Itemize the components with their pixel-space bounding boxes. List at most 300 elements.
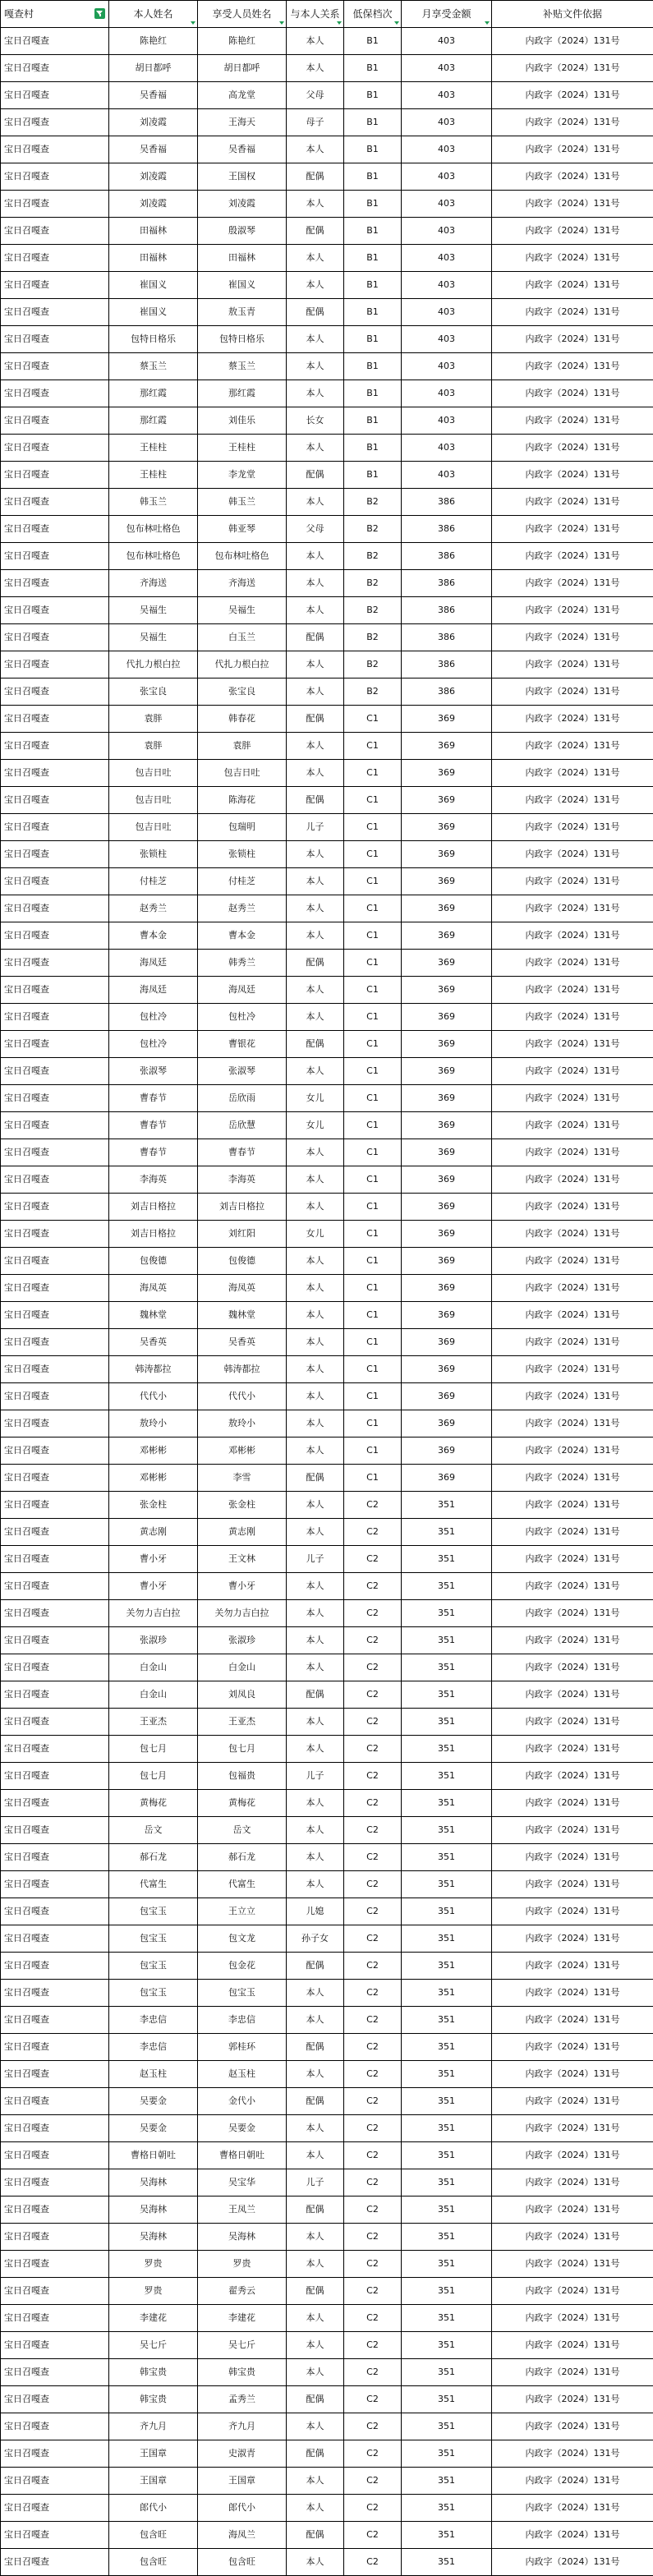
cell-basis[interactable]: 内政字（2024）131号	[492, 2549, 653, 2576]
cell-basis[interactable]: 内政字（2024）131号	[492, 2413, 653, 2440]
cell-level[interactable]: C1	[344, 760, 402, 787]
cell-level[interactable]: C2	[344, 1627, 402, 1654]
cell-village[interactable]: 宝日召嘎查	[1, 2495, 109, 2522]
cell-level[interactable]: C1	[344, 1465, 402, 1492]
cell-recipient[interactable]: 邓彬彬	[198, 1438, 287, 1465]
cell-village[interactable]: 宝日召嘎查	[1, 2007, 109, 2034]
cell-relation[interactable]: 本人	[287, 868, 344, 895]
cell-recipient[interactable]: 曹银花	[198, 1031, 287, 1058]
cell-level[interactable]: C1	[344, 868, 402, 895]
cell-amount[interactable]: 351	[402, 1736, 492, 1763]
cell-recipient[interactable]: 包福贵	[198, 1763, 287, 1790]
cell-name[interactable]: 代富生	[109, 1871, 198, 1898]
cell-amount[interactable]: 351	[402, 2034, 492, 2061]
cell-basis[interactable]: 内政字（2024）131号	[492, 1004, 653, 1031]
cell-basis[interactable]: 内政字（2024）131号	[492, 299, 653, 326]
cell-basis[interactable]: 内政字（2024）131号	[492, 2196, 653, 2224]
cell-level[interactable]: C2	[344, 2142, 402, 2169]
cell-recipient[interactable]: 李建花	[198, 2305, 287, 2332]
cell-amount[interactable]: 369	[402, 1438, 492, 1465]
cell-relation[interactable]: 本人	[287, 28, 344, 55]
cell-basis[interactable]: 内政字（2024）131号	[492, 868, 653, 895]
cell-name[interactable]: 吴福生	[109, 624, 198, 651]
cell-recipient[interactable]: 王桂柱	[198, 435, 287, 462]
cell-amount[interactable]: 369	[402, 1356, 492, 1383]
cell-amount[interactable]: 351	[402, 2386, 492, 2413]
cell-village[interactable]: 宝日召嘎查	[1, 1085, 109, 1112]
cell-basis[interactable]: 内政字（2024）131号	[492, 1492, 653, 1519]
cell-basis[interactable]: 内政字（2024）131号	[492, 1980, 653, 2007]
cell-relation[interactable]: 本人	[287, 1817, 344, 1844]
cell-level[interactable]: B2	[344, 651, 402, 678]
cell-relation[interactable]: 本人	[287, 977, 344, 1004]
cell-amount[interactable]: 386	[402, 516, 492, 543]
cell-amount[interactable]: 403	[402, 245, 492, 272]
cell-relation[interactable]: 本人	[287, 136, 344, 163]
cell-relation[interactable]: 本人	[287, 1302, 344, 1329]
cell-village[interactable]: 宝日召嘎查	[1, 1194, 109, 1221]
cell-village[interactable]: 宝日召嘎查	[1, 2522, 109, 2549]
cell-relation[interactable]: 本人	[287, 1058, 344, 1085]
cell-name[interactable]: 包吉日吐	[109, 787, 198, 814]
cell-level[interactable]: C2	[344, 1817, 402, 1844]
cell-amount[interactable]: 351	[402, 2251, 492, 2278]
cell-basis[interactable]: 内政字（2024）131号	[492, 1925, 653, 1953]
cell-relation[interactable]: 本人	[287, 245, 344, 272]
cell-level[interactable]: C1	[344, 841, 402, 868]
cell-village[interactable]: 宝日召嘎查	[1, 1573, 109, 1600]
cell-level[interactable]: B2	[344, 597, 402, 624]
cell-recipient[interactable]: 包七月	[198, 1736, 287, 1763]
cell-amount[interactable]: 369	[402, 1139, 492, 1166]
cell-amount[interactable]: 403	[402, 109, 492, 136]
cell-relation[interactable]: 本人	[287, 2359, 344, 2386]
cell-relation[interactable]: 本人	[287, 2224, 344, 2251]
cell-village[interactable]: 宝日召嘎查	[1, 2305, 109, 2332]
cell-village[interactable]: 宝日召嘎查	[1, 1302, 109, 1329]
cell-amount[interactable]: 386	[402, 489, 492, 516]
filter-active-icon[interactable]	[94, 8, 105, 19]
cell-amount[interactable]: 369	[402, 706, 492, 733]
cell-amount[interactable]: 351	[402, 1925, 492, 1953]
cell-amount[interactable]: 403	[402, 163, 492, 191]
cell-village[interactable]: 宝日召嘎查	[1, 1410, 109, 1438]
cell-recipient[interactable]: 吴七斤	[198, 2332, 287, 2359]
cell-relation[interactable]: 儿媳	[287, 1898, 344, 1925]
cell-village[interactable]: 宝日召嘎查	[1, 922, 109, 950]
cell-level[interactable]: C2	[344, 2169, 402, 2196]
cell-recipient[interactable]: 张淑琴	[198, 1058, 287, 1085]
cell-amount[interactable]: 351	[402, 1546, 492, 1573]
cell-relation[interactable]: 儿子	[287, 1763, 344, 1790]
cell-recipient[interactable]: 赵玉柱	[198, 2061, 287, 2088]
cell-recipient[interactable]: 岳欣慧	[198, 1112, 287, 1139]
cell-relation[interactable]: 本人	[287, 651, 344, 678]
cell-basis[interactable]: 内政字（2024）131号	[492, 2359, 653, 2386]
cell-level[interactable]: C2	[344, 1790, 402, 1817]
cell-village[interactable]: 宝日召嘎查	[1, 353, 109, 380]
cell-amount[interactable]: 351	[402, 2305, 492, 2332]
cell-village[interactable]: 宝日召嘎查	[1, 2088, 109, 2115]
cell-recipient[interactable]: 黄志刚	[198, 1519, 287, 1546]
cell-amount[interactable]: 403	[402, 353, 492, 380]
cell-level[interactable]: C2	[344, 2224, 402, 2251]
cell-amount[interactable]: 369	[402, 841, 492, 868]
cell-recipient[interactable]: 赵秀兰	[198, 895, 287, 922]
cell-name[interactable]: 赵玉柱	[109, 2061, 198, 2088]
cell-basis[interactable]: 内政字（2024）131号	[492, 1438, 653, 1465]
cell-village[interactable]: 宝日召嘎查	[1, 191, 109, 218]
cell-recipient[interactable]: 齐九月	[198, 2413, 287, 2440]
cell-name[interactable]: 刘凌霞	[109, 109, 198, 136]
cell-relation[interactable]: 本人	[287, 1194, 344, 1221]
cell-level[interactable]: C1	[344, 1248, 402, 1275]
cell-village[interactable]: 宝日召嘎查	[1, 2332, 109, 2359]
cell-level[interactable]: B1	[344, 353, 402, 380]
cell-amount[interactable]: 351	[402, 2142, 492, 2169]
cell-relation[interactable]: 本人	[287, 2142, 344, 2169]
cell-amount[interactable]: 369	[402, 1248, 492, 1275]
cell-recipient[interactable]: 包吉日吐	[198, 760, 287, 787]
header-amount[interactable]	[402, 1, 492, 28]
cell-name[interactable]: 张金柱	[109, 1492, 198, 1519]
filter-dropdown-icon[interactable]	[279, 21, 284, 25]
cell-recipient[interactable]: 刘凌霞	[198, 191, 287, 218]
cell-amount[interactable]: 351	[402, 1492, 492, 1519]
cell-amount[interactable]: 369	[402, 950, 492, 977]
cell-basis[interactable]: 内政字（2024）131号	[492, 2278, 653, 2305]
cell-relation[interactable]: 本人	[287, 1519, 344, 1546]
cell-level[interactable]: B2	[344, 489, 402, 516]
cell-name[interactable]: 吴要金	[109, 2088, 198, 2115]
cell-amount[interactable]: 369	[402, 1410, 492, 1438]
cell-recipient[interactable]: 王国章	[198, 2468, 287, 2495]
cell-name[interactable]: 吴福生	[109, 597, 198, 624]
cell-recipient[interactable]: 白玉兰	[198, 624, 287, 651]
cell-village[interactable]: 宝日召嘎查	[1, 1275, 109, 1302]
cell-basis[interactable]: 内政字（2024）131号	[492, 1058, 653, 1085]
cell-name[interactable]: 包宝玉	[109, 1953, 198, 1980]
cell-level[interactable]: C2	[344, 1980, 402, 2007]
cell-village[interactable]: 宝日召嘎查	[1, 570, 109, 597]
cell-basis[interactable]: 内政字（2024）131号	[492, 787, 653, 814]
cell-relation[interactable]: 本人	[287, 2007, 344, 2034]
cell-recipient[interactable]: 袁胖	[198, 733, 287, 760]
cell-basis[interactable]: 内政字（2024）131号	[492, 245, 653, 272]
cell-village[interactable]: 宝日召嘎查	[1, 977, 109, 1004]
cell-level[interactable]: C2	[344, 2522, 402, 2549]
cell-relation[interactable]: 本人	[287, 489, 344, 516]
cell-village[interactable]: 宝日召嘎查	[1, 1654, 109, 1681]
cell-recipient[interactable]: 李海英	[198, 1166, 287, 1194]
cell-amount[interactable]: 351	[402, 1573, 492, 1600]
cell-relation[interactable]: 本人	[287, 1790, 344, 1817]
cell-amount[interactable]: 351	[402, 2413, 492, 2440]
cell-basis[interactable]: 内政字（2024）131号	[492, 1654, 653, 1681]
cell-relation[interactable]: 长女	[287, 407, 344, 435]
cell-village[interactable]: 宝日召嘎查	[1, 2386, 109, 2413]
cell-amount[interactable]: 369	[402, 1112, 492, 1139]
cell-name[interactable]: 邓彬彬	[109, 1465, 198, 1492]
cell-relation[interactable]: 女儿	[287, 1085, 344, 1112]
cell-recipient[interactable]: 曹本金	[198, 922, 287, 950]
cell-amount[interactable]: 386	[402, 651, 492, 678]
cell-name[interactable]: 敖玲小	[109, 1410, 198, 1438]
cell-relation[interactable]: 本人	[287, 597, 344, 624]
cell-relation[interactable]: 本人	[287, 435, 344, 462]
cell-recipient[interactable]: 包文龙	[198, 1925, 287, 1953]
cell-relation[interactable]: 本人	[287, 570, 344, 597]
cell-relation[interactable]: 本人	[287, 1709, 344, 1736]
cell-relation[interactable]: 配偶	[287, 1953, 344, 1980]
cell-level[interactable]: C1	[344, 1004, 402, 1031]
cell-relation[interactable]: 本人	[287, 760, 344, 787]
cell-village[interactable]: 宝日召嘎查	[1, 1248, 109, 1275]
cell-level[interactable]: B2	[344, 516, 402, 543]
cell-recipient[interactable]: 包含旺	[198, 2549, 287, 2576]
cell-level[interactable]: C2	[344, 1763, 402, 1790]
cell-name[interactable]: 刘凌霞	[109, 191, 198, 218]
cell-amount[interactable]: 403	[402, 326, 492, 353]
cell-basis[interactable]: 内政字（2024）131号	[492, 1817, 653, 1844]
cell-name[interactable]: 韩宝贵	[109, 2386, 198, 2413]
cell-level[interactable]: C1	[344, 1383, 402, 1410]
cell-recipient[interactable]: 刘红阳	[198, 1221, 287, 1248]
cell-level[interactable]: B1	[344, 109, 402, 136]
cell-recipient[interactable]: 白金山	[198, 1654, 287, 1681]
cell-name[interactable]: 代代小	[109, 1383, 198, 1410]
cell-basis[interactable]: 内政字（2024）131号	[492, 2142, 653, 2169]
cell-relation[interactable]: 本人	[287, 1356, 344, 1383]
header-village[interactable]	[1, 1, 109, 28]
cell-amount[interactable]: 369	[402, 1004, 492, 1031]
cell-name[interactable]: 吴香英	[109, 1329, 198, 1356]
cell-village[interactable]: 宝日召嘎查	[1, 1925, 109, 1953]
cell-village[interactable]: 宝日召嘎查	[1, 2278, 109, 2305]
cell-village[interactable]: 宝日召嘎查	[1, 841, 109, 868]
cell-basis[interactable]: 内政字（2024）131号	[492, 136, 653, 163]
cell-basis[interactable]: 内政字（2024）131号	[492, 1085, 653, 1112]
filter-dropdown-icon[interactable]	[191, 21, 195, 25]
cell-name[interactable]: 蔡玉兰	[109, 353, 198, 380]
cell-village[interactable]: 宝日召嘎查	[1, 895, 109, 922]
cell-relation[interactable]: 本人	[287, 1627, 344, 1654]
cell-recipient[interactable]: 曹小牙	[198, 1573, 287, 1600]
cell-village[interactable]: 宝日召嘎查	[1, 543, 109, 570]
cell-name[interactable]: 包布林吐格色	[109, 516, 198, 543]
cell-level[interactable]: B1	[344, 435, 402, 462]
cell-level[interactable]: C2	[344, 1736, 402, 1763]
cell-relation[interactable]: 本人	[287, 1275, 344, 1302]
cell-recipient[interactable]: 殷淑琴	[198, 218, 287, 245]
cell-amount[interactable]: 351	[402, 2115, 492, 2142]
cell-recipient[interactable]: 高龙堂	[198, 82, 287, 109]
cell-level[interactable]: C2	[344, 2251, 402, 2278]
cell-recipient[interactable]: 翟秀云	[198, 2278, 287, 2305]
cell-recipient[interactable]: 吴要金	[198, 2115, 287, 2142]
cell-level[interactable]: C2	[344, 1519, 402, 1546]
cell-relation[interactable]: 本人	[287, 1383, 344, 1410]
cell-level[interactable]: C1	[344, 1329, 402, 1356]
cell-basis[interactable]: 内政字（2024）131号	[492, 814, 653, 841]
cell-level[interactable]: C2	[344, 2332, 402, 2359]
cell-amount[interactable]: 351	[402, 1953, 492, 1980]
cell-recipient[interactable]: 包瑞明	[198, 814, 287, 841]
cell-amount[interactable]: 369	[402, 1221, 492, 1248]
cell-village[interactable]: 宝日召嘎查	[1, 2169, 109, 2196]
cell-relation[interactable]: 本人	[287, 2305, 344, 2332]
cell-level[interactable]: C2	[344, 1681, 402, 1709]
cell-village[interactable]: 宝日召嘎查	[1, 1763, 109, 1790]
cell-village[interactable]: 宝日召嘎查	[1, 597, 109, 624]
cell-amount[interactable]: 351	[402, 1681, 492, 1709]
cell-basis[interactable]: 内政字（2024）131号	[492, 1600, 653, 1627]
cell-relation[interactable]: 父母	[287, 82, 344, 109]
cell-basis[interactable]: 内政字（2024）131号	[492, 326, 653, 353]
cell-level[interactable]: C1	[344, 1275, 402, 1302]
cell-village[interactable]: 宝日召嘎查	[1, 651, 109, 678]
cell-name[interactable]: 包杜冷	[109, 1031, 198, 1058]
cell-basis[interactable]: 内政字（2024）131号	[492, 1953, 653, 1980]
cell-relation[interactable]: 配偶	[287, 218, 344, 245]
cell-amount[interactable]: 351	[402, 1654, 492, 1681]
cell-amount[interactable]: 403	[402, 191, 492, 218]
cell-basis[interactable]: 内政字（2024）131号	[492, 489, 653, 516]
cell-name[interactable]: 张淑琴	[109, 1058, 198, 1085]
cell-relation[interactable]: 本人	[287, 1980, 344, 2007]
cell-relation[interactable]: 本人	[287, 2115, 344, 2142]
cell-basis[interactable]: 内政字（2024）131号	[492, 1383, 653, 1410]
cell-recipient[interactable]: 张金柱	[198, 1492, 287, 1519]
cell-basis[interactable]: 内政字（2024）131号	[492, 435, 653, 462]
cell-level[interactable]: C2	[344, 2386, 402, 2413]
cell-name[interactable]: 郎代小	[109, 2495, 198, 2522]
cell-name[interactable]: 刘吉日格拉	[109, 1194, 198, 1221]
cell-name[interactable]: 胡日都呼	[109, 55, 198, 82]
cell-basis[interactable]: 内政字（2024）131号	[492, 678, 653, 706]
cell-recipient[interactable]: 齐海送	[198, 570, 287, 597]
cell-name[interactable]: 田福林	[109, 218, 198, 245]
cell-relation[interactable]: 本人	[287, 543, 344, 570]
cell-amount[interactable]: 369	[402, 922, 492, 950]
cell-village[interactable]: 宝日召嘎查	[1, 1492, 109, 1519]
cell-amount[interactable]: 369	[402, 1194, 492, 1221]
cell-level[interactable]: C1	[344, 1031, 402, 1058]
cell-village[interactable]: 宝日召嘎查	[1, 1871, 109, 1898]
cell-relation[interactable]: 本人	[287, 1654, 344, 1681]
cell-relation[interactable]: 本人	[287, 2549, 344, 2576]
cell-name[interactable]: 白金山	[109, 1654, 198, 1681]
cell-recipient[interactable]: 包特日格乐	[198, 326, 287, 353]
cell-basis[interactable]: 内政字（2024）131号	[492, 950, 653, 977]
cell-village[interactable]: 宝日召嘎查	[1, 326, 109, 353]
cell-relation[interactable]: 本人	[287, 1600, 344, 1627]
filter-dropdown-icon[interactable]	[337, 21, 342, 25]
cell-level[interactable]: C2	[344, 2088, 402, 2115]
cell-level[interactable]: C1	[344, 1356, 402, 1383]
cell-basis[interactable]: 内政字（2024）131号	[492, 1681, 653, 1709]
cell-relation[interactable]: 配偶	[287, 706, 344, 733]
cell-name[interactable]: 韩玉兰	[109, 489, 198, 516]
cell-level[interactable]: C1	[344, 814, 402, 841]
cell-name[interactable]: 海凤英	[109, 1275, 198, 1302]
cell-recipient[interactable]: 吴宝华	[198, 2169, 287, 2196]
cell-level[interactable]: C1	[344, 1302, 402, 1329]
cell-village[interactable]: 宝日召嘎查	[1, 407, 109, 435]
cell-village[interactable]: 宝日召嘎查	[1, 1465, 109, 1492]
cell-recipient[interactable]: 包俊德	[198, 1248, 287, 1275]
cell-name[interactable]: 王国章	[109, 2468, 198, 2495]
cell-amount[interactable]: 403	[402, 55, 492, 82]
cell-recipient[interactable]: 崔国义	[198, 272, 287, 299]
cell-level[interactable]: C1	[344, 1438, 402, 1465]
cell-name[interactable]: 包杜冷	[109, 1004, 198, 1031]
cell-basis[interactable]: 内政字（2024）131号	[492, 570, 653, 597]
cell-basis[interactable]: 内政字（2024）131号	[492, 2495, 653, 2522]
cell-level[interactable]: C1	[344, 895, 402, 922]
cell-name[interactable]: 张淑珍	[109, 1627, 198, 1654]
cell-basis[interactable]: 内政字（2024）131号	[492, 191, 653, 218]
cell-recipient[interactable]: 代扎力根白拉	[198, 651, 287, 678]
cell-basis[interactable]: 内政字（2024）131号	[492, 1709, 653, 1736]
cell-recipient[interactable]: 刘吉日格拉	[198, 1194, 287, 1221]
cell-name[interactable]: 刘吉日格拉	[109, 1221, 198, 1248]
cell-village[interactable]: 宝日召嘎查	[1, 218, 109, 245]
cell-basis[interactable]: 内政字（2024）131号	[492, 1248, 653, 1275]
cell-village[interactable]: 宝日召嘎查	[1, 1627, 109, 1654]
cell-basis[interactable]: 内政字（2024）131号	[492, 272, 653, 299]
cell-village[interactable]: 宝日召嘎查	[1, 2224, 109, 2251]
cell-village[interactable]: 宝日召嘎查	[1, 55, 109, 82]
cell-village[interactable]: 宝日召嘎查	[1, 1546, 109, 1573]
cell-basis[interactable]: 内政字（2024）131号	[492, 380, 653, 407]
cell-recipient[interactable]: 陈艳红	[198, 28, 287, 55]
cell-name[interactable]: 张宝良	[109, 678, 198, 706]
cell-level[interactable]: B1	[344, 245, 402, 272]
cell-basis[interactable]: 内政字（2024）131号	[492, 2169, 653, 2196]
cell-relation[interactable]: 配偶	[287, 2522, 344, 2549]
cell-village[interactable]: 宝日召嘎查	[1, 1166, 109, 1194]
cell-name[interactable]: 包七月	[109, 1736, 198, 1763]
cell-name[interactable]: 田福林	[109, 245, 198, 272]
cell-recipient[interactable]: 海凤兰	[198, 2522, 287, 2549]
cell-name[interactable]: 包俊德	[109, 1248, 198, 1275]
cell-relation[interactable]: 本人	[287, 1248, 344, 1275]
cell-basis[interactable]: 内政字（2024）131号	[492, 407, 653, 435]
cell-amount[interactable]: 351	[402, 1600, 492, 1627]
cell-village[interactable]: 宝日召嘎查	[1, 380, 109, 407]
cell-recipient[interactable]: 孟秀兰	[198, 2386, 287, 2413]
cell-name[interactable]: 罗贵	[109, 2278, 198, 2305]
cell-recipient[interactable]: 敖玉青	[198, 299, 287, 326]
cell-basis[interactable]: 内政字（2024）131号	[492, 2522, 653, 2549]
cell-basis[interactable]: 内政字（2024）131号	[492, 651, 653, 678]
cell-basis[interactable]: 内政字（2024）131号	[492, 109, 653, 136]
cell-basis[interactable]: 内政字（2024）131号	[492, 2386, 653, 2413]
cell-relation[interactable]: 配偶	[287, 2278, 344, 2305]
cell-recipient[interactable]: 包布林吐格色	[198, 543, 287, 570]
cell-name[interactable]: 关勿力吉白拉	[109, 1600, 198, 1627]
cell-amount[interactable]: 369	[402, 868, 492, 895]
cell-village[interactable]: 宝日召嘎查	[1, 516, 109, 543]
cell-recipient[interactable]: 张宝良	[198, 678, 287, 706]
cell-name[interactable]: 曹本金	[109, 922, 198, 950]
cell-relation[interactable]: 本人	[287, 55, 344, 82]
cell-level[interactable]: C1	[344, 977, 402, 1004]
cell-name[interactable]: 付桂芝	[109, 868, 198, 895]
cell-amount[interactable]: 386	[402, 543, 492, 570]
cell-amount[interactable]: 369	[402, 760, 492, 787]
